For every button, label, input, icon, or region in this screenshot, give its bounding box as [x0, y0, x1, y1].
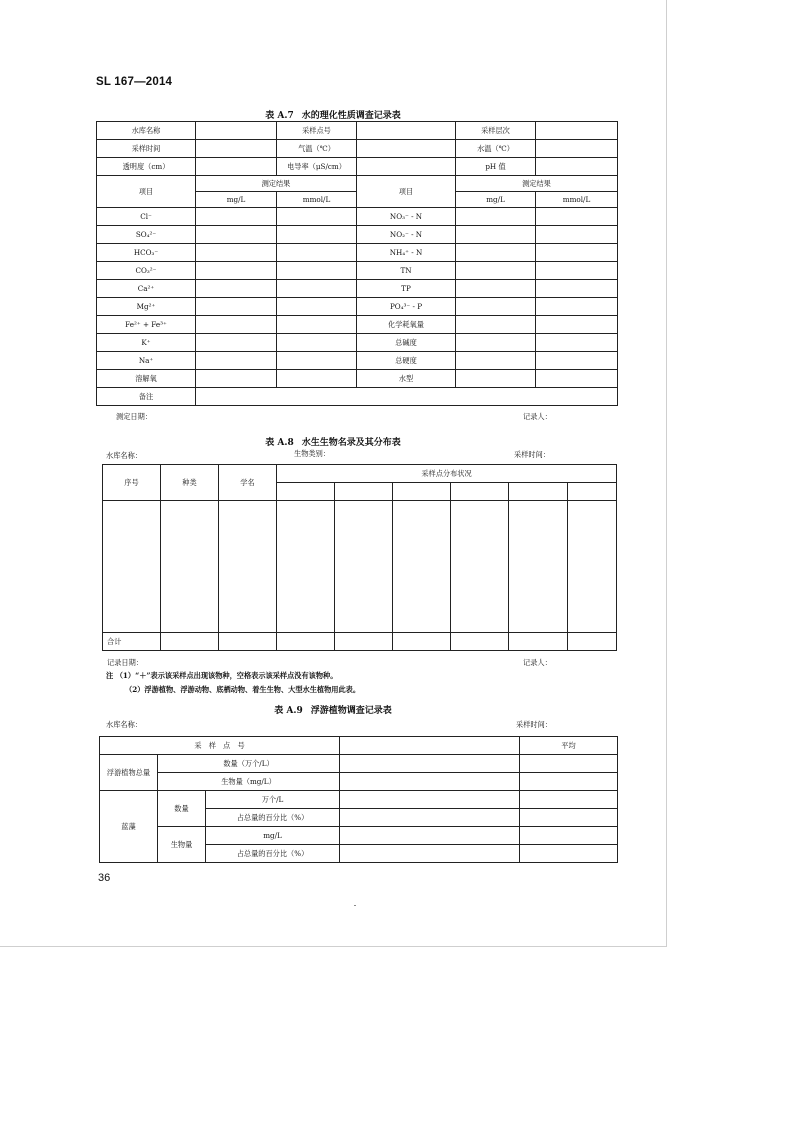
total-cell[interactable]	[568, 633, 617, 651]
remark-value[interactable]	[196, 388, 618, 406]
cell-ph-value[interactable]	[536, 158, 618, 176]
biomass-label: 生物量	[158, 827, 206, 863]
value-cell[interactable]	[277, 262, 357, 280]
a8-reservoir-label: 水库名称：	[106, 451, 142, 460]
left-item: 溶解氧	[97, 370, 196, 388]
a8-sample-time-label: 采样时间：	[514, 450, 550, 459]
record-date-label: 记录日期：	[107, 658, 143, 667]
body-cell[interactable]	[161, 501, 219, 633]
cell-conductivity-label: 电导率（μS/cm）	[277, 158, 357, 176]
sample-point-header-cell[interactable]	[393, 483, 451, 501]
table-a8	[102, 464, 617, 651]
sample-point-header-cell[interactable]	[451, 483, 509, 501]
total-cell[interactable]	[451, 633, 509, 651]
serial-header: 序号	[103, 465, 161, 501]
value-cell[interactable]	[196, 352, 277, 370]
percent-label-mass: 占总量的百分比（%）	[206, 845, 340, 863]
a9-sample-time-label: 采样时间：	[516, 720, 552, 729]
left-item: CO₃²⁻	[97, 262, 196, 280]
body-cell[interactable]	[393, 501, 451, 633]
value-cell[interactable]	[340, 845, 520, 863]
body-cell[interactable]	[451, 501, 509, 633]
value-cell[interactable]	[456, 352, 536, 370]
body-cell[interactable]	[103, 501, 161, 633]
cell-transparency-label: 透明度（cm）	[97, 158, 196, 176]
value-cell[interactable]	[456, 226, 536, 244]
recorder-label-a8: 记录人：	[523, 658, 552, 667]
value-cell[interactable]	[536, 208, 618, 226]
table-a8-caption	[0, 435, 666, 448]
phytoplankton-total-label: 浮游植物总量	[100, 755, 158, 791]
value-cell[interactable]	[536, 370, 618, 388]
body-cell[interactable]	[568, 501, 617, 633]
cell-ph-label: pH 值	[456, 158, 536, 176]
left-item: Fe²⁺ + Fe³⁺	[97, 316, 196, 334]
cell-sample-time-value[interactable]	[196, 140, 277, 158]
value-cell[interactable]	[196, 370, 277, 388]
remark-label: 备注	[97, 388, 196, 406]
left-item: Mg²⁺	[97, 298, 196, 316]
value-cell[interactable]	[196, 208, 277, 226]
value-cell[interactable]	[277, 244, 357, 262]
value-cell[interactable]	[340, 791, 520, 809]
total-cell[interactable]	[509, 633, 568, 651]
sample-point-value[interactable]	[340, 737, 520, 755]
sample-point-header-cell[interactable]	[509, 483, 568, 501]
distribution-header: 采样点分布状况	[277, 465, 617, 483]
standard-code: SL 167—2014	[96, 76, 173, 88]
measure-date-label: 测定日期：	[116, 412, 152, 421]
scientific-name-header: 学名	[219, 465, 277, 501]
value-cell[interactable]	[536, 334, 618, 352]
right-item: TP	[357, 280, 456, 298]
cell-water-temp-value[interactable]	[536, 140, 618, 158]
a8-note-1: 注 （1）“＋”表示该采样点出现该物种，空格表示该采样点没有该物种。	[106, 671, 338, 680]
value-cell[interactable]	[277, 370, 357, 388]
value-cell[interactable]	[277, 316, 357, 334]
unit-qty-label: 万个/L	[206, 791, 340, 809]
species-header: 种类	[161, 465, 219, 501]
total-cell[interactable]	[277, 633, 335, 651]
sample-point-header-cell[interactable]	[568, 483, 617, 501]
value-cell[interactable]	[196, 316, 277, 334]
total-quantity-label: 数量（万个/L）	[158, 755, 340, 773]
table-a9	[99, 736, 618, 863]
right-item: 总硬度	[357, 352, 456, 370]
result-header-right: 测定结果	[456, 176, 618, 192]
cell-conductivity-value[interactable]	[357, 158, 456, 176]
table-a7-caption	[0, 108, 666, 121]
table-a7	[96, 121, 618, 406]
right-item: 总碱度	[357, 334, 456, 352]
value-cell[interactable]	[196, 280, 277, 298]
value-cell[interactable]	[536, 226, 618, 244]
cell-reservoir-name-label: 水库名称	[97, 122, 196, 140]
left-item: Na⁺	[97, 352, 196, 370]
table-a7-title: 水的理化性质调查记录表	[301, 111, 401, 121]
right-item: PO₄³⁻ - P	[357, 298, 456, 316]
item-header-left: 项目	[97, 176, 196, 208]
left-item: Ca²⁺	[97, 280, 196, 298]
unit-mmoll-left: mmol/L	[277, 192, 357, 208]
a8-bio-category-label: 生物类别：	[294, 449, 330, 458]
result-header-left: 测定结果	[196, 176, 357, 192]
cell-air-temp-value[interactable]	[357, 140, 456, 158]
total-biomass-label: 生物量（mg/L）	[158, 773, 340, 791]
quantity-label: 数量	[158, 791, 206, 827]
body-cell[interactable]	[277, 501, 335, 633]
right-item: 化学耗氧量	[357, 316, 456, 334]
item-header-right: 项目	[357, 176, 456, 208]
cell-sample-point-label: 采样点号	[277, 122, 357, 140]
value-cell[interactable]	[340, 827, 520, 845]
value-cell[interactable]	[196, 226, 277, 244]
unit-mgl-left: mg/L	[196, 192, 277, 208]
value-cell[interactable]	[277, 226, 357, 244]
page-number: 36	[98, 872, 111, 884]
value-cell[interactable]	[196, 334, 277, 352]
table-a8-title: 水生生物名录及其分布表	[301, 438, 401, 448]
total-cell[interactable]	[219, 633, 277, 651]
value-cell[interactable]	[196, 244, 277, 262]
value-cell[interactable]	[456, 316, 536, 334]
scan-speck	[354, 905, 356, 906]
recorder-label-a7: 记录人：	[523, 412, 552, 421]
value-cell[interactable]	[456, 208, 536, 226]
average-header: 平均	[520, 737, 618, 755]
table-a8-number: 表 A.8	[265, 438, 294, 448]
cell-sample-point-value[interactable]	[357, 122, 456, 140]
cell-sample-layer-value[interactable]	[536, 122, 618, 140]
body-cell[interactable]	[335, 501, 393, 633]
value-cell[interactable]	[277, 352, 357, 370]
right-item: NO₂⁻ - N	[357, 226, 456, 244]
sample-point-header-cell[interactable]	[277, 483, 335, 501]
right-item: TN	[357, 262, 456, 280]
unit-mgl-right: mg/L	[456, 192, 536, 208]
left-item: HCO₃⁻	[97, 244, 196, 262]
value-cell[interactable]	[456, 244, 536, 262]
value-cell[interactable]	[340, 773, 520, 791]
value-cell[interactable]	[456, 262, 536, 280]
value-cell[interactable]	[520, 827, 618, 845]
percent-label-qty: 占总量的百分比（%）	[206, 809, 340, 827]
cell-sample-time-label: 采样时间	[97, 140, 196, 158]
value-cell[interactable]	[340, 809, 520, 827]
sample-point-header-cell[interactable]	[335, 483, 393, 501]
table-a7-number: 表 A.7	[265, 111, 294, 121]
value-cell[interactable]	[196, 262, 277, 280]
value-cell[interactable]	[520, 791, 618, 809]
value-cell[interactable]	[277, 334, 357, 352]
cell-sample-layer-label: 采样层次	[456, 122, 536, 140]
value-cell[interactable]	[520, 755, 618, 773]
value-cell[interactable]	[536, 298, 618, 316]
total-cell[interactable]	[161, 633, 219, 651]
left-item: SO₄²⁻	[97, 226, 196, 244]
value-cell[interactable]	[536, 262, 618, 280]
right-item: NH₄⁺ - N	[357, 244, 456, 262]
body-cell[interactable]	[509, 501, 568, 633]
body-cell[interactable]	[219, 501, 277, 633]
value-cell[interactable]	[536, 280, 618, 298]
left-item: K⁺	[97, 334, 196, 352]
value-cell[interactable]	[340, 755, 520, 773]
value-cell[interactable]	[536, 352, 618, 370]
total-label: 合计	[103, 633, 161, 651]
right-item: 水型	[357, 370, 456, 388]
value-cell[interactable]	[456, 280, 536, 298]
value-cell[interactable]	[520, 809, 618, 827]
table-a9-number: 表 A.9	[274, 706, 303, 716]
right-item: NO₃⁻ - N	[357, 208, 456, 226]
a8-note-2: （2）浮游植物、浮游动物、底栖动物、着生生物、大型水生植物用此表。	[125, 685, 361, 694]
value-cell[interactable]	[277, 208, 357, 226]
total-cell[interactable]	[393, 633, 451, 651]
value-cell[interactable]	[277, 280, 357, 298]
sample-point-label: 采 样 点 号	[100, 737, 340, 755]
value-cell[interactable]	[520, 773, 618, 791]
table-a9-caption	[0, 703, 666, 716]
cell-water-temp-label: 水温（℃）	[456, 140, 536, 158]
value-cell[interactable]	[520, 845, 618, 863]
value-cell[interactable]	[536, 244, 618, 262]
value-cell[interactable]	[196, 298, 277, 316]
value-cell[interactable]	[277, 298, 357, 316]
unit-mass-label: mg/L	[206, 827, 340, 845]
value-cell[interactable]	[456, 370, 536, 388]
cell-air-temp-label: 气温（℃）	[277, 140, 357, 158]
value-cell[interactable]	[536, 316, 618, 334]
value-cell[interactable]	[456, 334, 536, 352]
cell-reservoir-name-value[interactable]	[196, 122, 277, 140]
value-cell[interactable]	[456, 298, 536, 316]
unit-mmoll-right: mmol/L	[536, 192, 618, 208]
left-item: Cl⁻	[97, 208, 196, 226]
a9-reservoir-label: 水库名称：	[106, 720, 142, 729]
table-a9-title: 浮游植物调查记录表	[310, 706, 392, 716]
cell-transparency-value[interactable]	[196, 158, 277, 176]
total-cell[interactable]	[335, 633, 393, 651]
cyanobacteria-label: 蓝藻	[100, 791, 158, 863]
